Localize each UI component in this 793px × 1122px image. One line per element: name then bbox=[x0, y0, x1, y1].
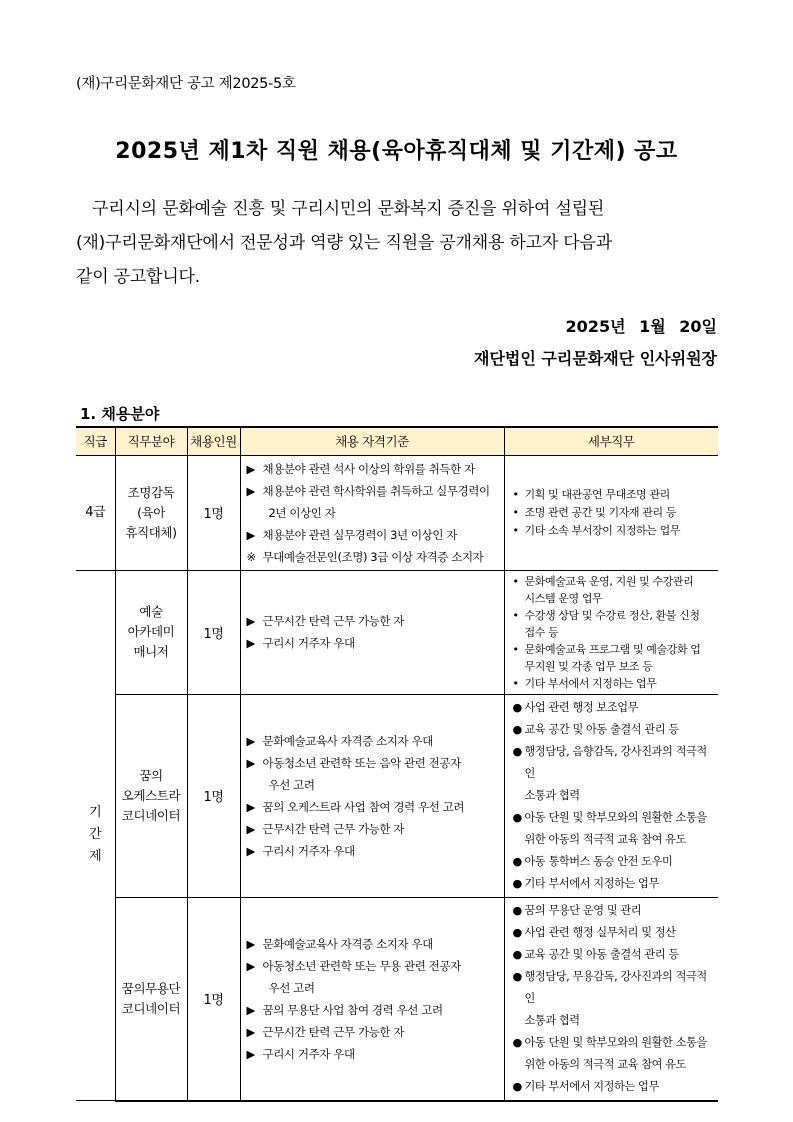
field-cell bbox=[115, 897, 187, 1101]
duty-item: ● 사업 관련 행정 실무처리 및 정산 bbox=[513, 922, 715, 944]
field-line: 코디네이터 bbox=[121, 1000, 181, 1016]
field-line: 꿈의 bbox=[139, 767, 163, 783]
intro-paragraph bbox=[76, 192, 718, 294]
qualification-item: ▶ 아동청소년 관련학 또는 무용 관련 전공자 bbox=[247, 955, 498, 977]
section-title: 1. 채용분야 bbox=[80, 405, 160, 423]
triangle-bullet-icon: ▶ bbox=[246, 755, 255, 770]
qualification-item: ▶ 근무시간 탄력 근무 가능한 자 bbox=[247, 610, 498, 632]
duty-item: ● 아동 단원 및 학부모와의 원활한 소통을 bbox=[513, 1032, 715, 1054]
duty-item: ● 행정담당, 무용감독, 강사진과의 적극적인 bbox=[513, 966, 715, 1010]
duty-item: ● 기타 부서에서 지정하는 업무 bbox=[513, 873, 715, 895]
duties-cell bbox=[504, 455, 718, 570]
field-cell bbox=[115, 570, 187, 694]
recruitment-table bbox=[76, 426, 718, 1102]
circle-bullet-icon: ● bbox=[512, 744, 522, 758]
qualification-item: ▶ 채용분야 관련 실무경력이 3년 이상인 자 bbox=[247, 524, 498, 546]
duty-item: • 기획 및 대관공연 무대조명 관리 bbox=[513, 486, 715, 504]
count-cell: 1명 bbox=[187, 455, 240, 570]
triangle-bullet-icon: ▶ bbox=[246, 461, 255, 476]
triangle-bullet-icon: ▶ bbox=[246, 958, 255, 973]
circle-bullet-icon: ● bbox=[512, 947, 522, 961]
qualification-item: ▶ 채용분야 관련 석사 이상의 학위를 취득한 자 bbox=[247, 458, 498, 480]
duties-cell bbox=[504, 897, 718, 1101]
notice-date: 2025년 1월 20일 bbox=[565, 317, 717, 336]
intro-line: 구리시의 문화예술 진흥 및 구리시민의 문화복지 증진을 위하여 설립된 bbox=[92, 199, 605, 219]
duty-item: 위한 아동의 적극적 교육 참여 유도 bbox=[524, 832, 686, 846]
dot-bullet-icon: • bbox=[512, 505, 519, 519]
notice-number: (재)구리문화재단 공고 제2025-5호 bbox=[76, 76, 296, 92]
table-row bbox=[76, 694, 718, 897]
duty-item: 무지원 및 각종 업무 보조 등 bbox=[524, 659, 653, 673]
reference-mark-icon: ※ bbox=[246, 549, 256, 564]
circle-bullet-icon: ● bbox=[512, 969, 522, 983]
circle-bullet-icon: ● bbox=[512, 876, 522, 890]
qualification-item: ▶ 꿈의 무용단 사업 참여 경력 우선 고려 bbox=[247, 999, 498, 1021]
duty-item: • 문화예술교육 운영, 지원 및 수강관리 bbox=[512, 574, 694, 588]
duties-cell bbox=[504, 694, 718, 897]
duty-item: • 기타 소속 부서장이 지정하는 업무 bbox=[513, 522, 715, 540]
header-field: 직무분야 bbox=[115, 427, 187, 455]
header-grade: 직급 bbox=[76, 427, 115, 455]
triangle-bullet-icon: ▶ bbox=[246, 843, 255, 858]
intro-line: (재)구리문화재단에서 전문성과 역량 있는 직원을 공개채용 하고자 다음과 bbox=[76, 233, 612, 253]
circle-bullet-icon: ● bbox=[512, 925, 522, 939]
triangle-bullet-icon: ▶ bbox=[246, 799, 255, 814]
count-cell: 1명 bbox=[187, 570, 240, 694]
duties-cell bbox=[504, 570, 718, 694]
qualification-item: ▶ 문화예술교육사 자격증 소지자 우대 bbox=[247, 933, 498, 955]
duty-item: 위한 아동의 적극적 교육 참여 유도 bbox=[524, 1057, 686, 1071]
field-line: 오케스트라 bbox=[121, 787, 181, 803]
duty-item: • 문화예술교육 프로그램 및 예술강화 업 bbox=[512, 642, 701, 656]
table-row bbox=[76, 570, 718, 694]
triangle-bullet-icon: ▶ bbox=[246, 636, 255, 650]
qualification-cell bbox=[240, 694, 504, 897]
duty-item: ● 꿈의 무용단 운영 및 관리 bbox=[513, 900, 715, 922]
dot-bullet-icon: • bbox=[512, 608, 519, 622]
grade-char: 기 bbox=[89, 805, 102, 821]
table-row bbox=[76, 455, 718, 570]
duty-item: • 수강생 상담 및 수강료 정산, 환불 신청 bbox=[512, 608, 700, 622]
duty-item: 소통과 협력 bbox=[524, 1013, 580, 1027]
triangle-bullet-icon: ▶ bbox=[246, 1002, 255, 1017]
qualification-item: 2년 이상인 자 bbox=[268, 505, 336, 520]
triangle-bullet-icon: ▶ bbox=[246, 733, 255, 748]
triangle-bullet-icon: ▶ bbox=[246, 614, 255, 628]
qualification-item: ▶ 꿈의 오케스트라 사업 참여 경력 우선 고려 bbox=[247, 796, 498, 818]
qualification-item: ▶ 구리시 거주자 우대 bbox=[247, 632, 498, 654]
circle-bullet-icon: ● bbox=[512, 854, 522, 868]
triangle-bullet-icon: ▶ bbox=[246, 483, 255, 498]
triangle-bullet-icon: ▶ bbox=[246, 1046, 255, 1061]
qualification-item: 우선 고려 bbox=[268, 777, 315, 792]
grade-cell bbox=[76, 570, 115, 1101]
duty-item: • 기타 부서에서 지정하는 업무 bbox=[512, 676, 657, 690]
field-line: 휴직대체) bbox=[125, 524, 177, 540]
dot-bullet-icon: • bbox=[512, 676, 519, 690]
duty-item: ● 교육 공간 및 아동 출결석 관리 등 bbox=[513, 944, 715, 966]
field-line: 예술 bbox=[139, 604, 163, 619]
page-title: 2025년 제1차 직원 채용(육아휴직대체 및 기간제) 공고 bbox=[115, 139, 678, 164]
duty-item: ● 아동 통학버스 동승 안전 도우미 bbox=[513, 851, 715, 873]
qualification-item: ▶ 아동청소년 관련학 또는 음악 관련 전공자 bbox=[247, 752, 498, 774]
intro-line: 같이 공고합니다. bbox=[76, 267, 200, 287]
duty-item: ● 사업 관련 행정 보조업무 bbox=[513, 697, 715, 719]
duty-item: • 조명 관련 공간 및 기자재 관리 등 bbox=[513, 504, 715, 522]
dot-bullet-icon: • bbox=[512, 487, 519, 501]
qualification-item: ※ 무대예술전문인(조명) 3급 이상 자격증 소지자 bbox=[247, 546, 498, 568]
qualification-cell bbox=[240, 570, 504, 694]
header-qualification: 채용 자격기준 bbox=[240, 427, 504, 455]
triangle-bullet-icon: ▶ bbox=[246, 1024, 255, 1039]
duty-item: ● 아동 단원 및 학부모와의 원활한 소통을 bbox=[513, 807, 715, 829]
field-line: 아카데미 bbox=[127, 624, 175, 639]
header-duties: 세부직무 bbox=[504, 427, 718, 455]
field-cell bbox=[115, 694, 187, 897]
field-line: 꿈의무용단 bbox=[121, 980, 181, 996]
qualification-item: ▶ 근무시간 탄력 근무 가능한 자 bbox=[247, 1021, 498, 1043]
duty-item: ● 기타 부서에서 지정하는 업무 bbox=[513, 1076, 715, 1098]
field-line: (육아 bbox=[137, 504, 165, 520]
dot-bullet-icon: • bbox=[512, 574, 519, 588]
count-cell: 1명 bbox=[187, 694, 240, 897]
field-line: 조명감독 bbox=[127, 484, 175, 500]
circle-bullet-icon: ● bbox=[512, 722, 522, 736]
duty-item: 접수 등 bbox=[524, 625, 559, 639]
qualification-cell bbox=[240, 897, 504, 1101]
count-cell: 1명 bbox=[187, 897, 240, 1101]
circle-bullet-icon: ● bbox=[512, 1079, 522, 1093]
issuer-org: 재단법인 구리문화재단 인사위원장 bbox=[474, 349, 717, 368]
qualification-item: ▶ 구리시 거주자 우대 bbox=[247, 1043, 498, 1065]
duty-item: ● 교육 공간 및 아동 출결석 관리 등 bbox=[513, 719, 715, 741]
qualification-item: 우선 고려 bbox=[268, 980, 315, 995]
triangle-bullet-icon: ▶ bbox=[246, 821, 255, 836]
circle-bullet-icon: ● bbox=[512, 1035, 522, 1049]
grade-char: 제 bbox=[89, 849, 102, 865]
field-line: 매니저 bbox=[133, 644, 169, 659]
triangle-bullet-icon: ▶ bbox=[246, 936, 255, 951]
duty-item: ● 행정담당, 음향감독, 강사진과의 적극적인 bbox=[513, 741, 715, 785]
qualification-item: ▶ 구리시 거주자 우대 bbox=[247, 840, 498, 862]
qualification-item: ▶ 문화예술교육사 자격증 소지자 우대 bbox=[247, 730, 498, 752]
duty-item: 시스템 운영 업무 bbox=[524, 591, 603, 605]
circle-bullet-icon: ● bbox=[512, 903, 522, 917]
circle-bullet-icon: ● bbox=[512, 700, 522, 714]
qualification-item: ▶ 근무시간 탄력 근무 가능한 자 bbox=[247, 818, 498, 840]
table-row bbox=[76, 897, 718, 1101]
table-header-row bbox=[76, 427, 718, 455]
circle-bullet-icon: ● bbox=[512, 810, 522, 824]
field-line: 코디네이터 bbox=[121, 807, 181, 823]
grade-cell: 4급 bbox=[76, 455, 115, 570]
triangle-bullet-icon: ▶ bbox=[246, 527, 255, 542]
duty-item: 소통과 협력 bbox=[524, 788, 580, 802]
qualification-item: ▶ 채용분야 관련 학사학위를 취득하고 실무경력이 bbox=[247, 480, 498, 502]
field-cell bbox=[115, 455, 187, 570]
dot-bullet-icon: • bbox=[512, 642, 519, 656]
header-count: 채용인원 bbox=[187, 427, 240, 455]
grade-char: 간 bbox=[89, 827, 102, 843]
dot-bullet-icon: • bbox=[512, 523, 519, 537]
qualification-cell bbox=[240, 455, 504, 570]
